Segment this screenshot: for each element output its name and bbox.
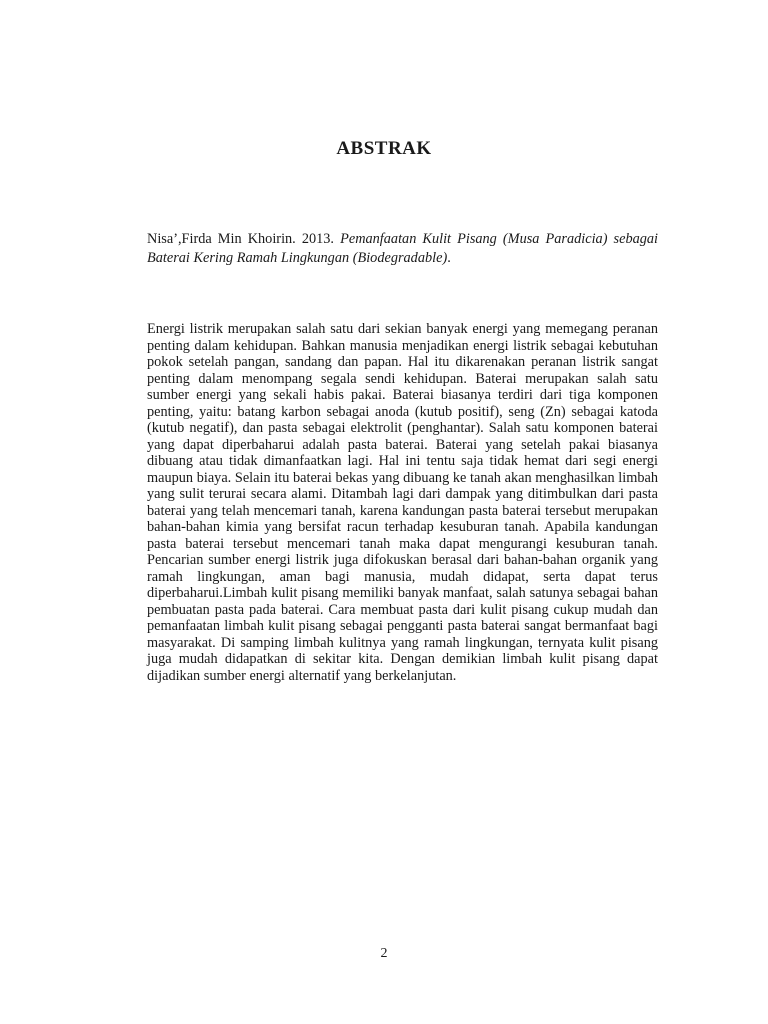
page-title: ABSTRAK (336, 138, 432, 159)
citation-end-punct: . (447, 250, 451, 266)
citation-authors: Nisa’,Firda Min Khoirin. 2013. (147, 231, 335, 247)
citation (147, 230, 658, 268)
page-number: 2 (380, 946, 388, 961)
citation-work-title: Pemanfaatan Kulit Pisang (Musa Paradicia) sebagai Baterai Kering Ramah Lingkungan (Biodegradable) (147, 231, 659, 266)
abstract-body: Energi listrik merupakan salah satu dari sekian banyak energi yang memegang peranan penting dalam kehidupan. Bahkan manusia menjadikan energi listrik sebagai kebutuhan pokok setelah pangan, sandang dan papan. Hal itu dikarenakan peranan listrik sangat penting dalam menompang segala sendi kehidupan. Baterai merupakan salah satu sumber energi yang sekali habis pakai. Baterai biasanya terdiri dari tiga komponen penting, yaitu: batang karbon sebagai anoda (kutub positif), seng (Zn) sebagai katoda (kutub negatif), dan pasta sebagai elektrolit (penghantar). Salah satu komponen baterai yang dapat diperbaharui adalah pasta baterai. Baterai yang setelah pakai biasanya dibuang atau tidak dimanfaatkan lagi. Hal ini tentu saja tidak hemat dari segi energi maupun biaya. Selain itu baterai bekas yang dibuang ke tanah akan menghasilkan limbah yang sulit terurai secara alami. Ditambah lagi dari dampak yang ditimbulkan dari pasta baterai yang telah mencemari tanah, karena kandungan pasta baterai tersebut merupakan bahan-bahan kimia yang bersifat racun terhadap kesuburan tanah. Apabila kandungan pasta baterai tersebut mencemari tanah maka dapat mengurangi kesuburan tanah. Pencarian sumber energi listrik juga difokuskan berasal dari bahan-bahan organik yang ramah lingkungan, aman bagi manusia, mudah didapat, serta dapat terus diperbaharui.Limbah kulit pisang memiliki banyak manfaat, salah satunya sebagai bahan pembuatan pasta pada baterai. Cara membuat pasta dari kulit pisang cukup mudah dan pemanfaatan limbah kulit pisang sebagai pengganti pasta baterai sangat bermanfaat bagi masyarakat. Di samping limbah kulitnya yang ramah lingkungan, ternyata kulit pisang juga mudah didapatkan di sekitar kita. Dengan demikian limbah kulit pisang dapat dijadikan sumber energi alternatif yang berkelanjutan. (147, 321, 658, 684)
